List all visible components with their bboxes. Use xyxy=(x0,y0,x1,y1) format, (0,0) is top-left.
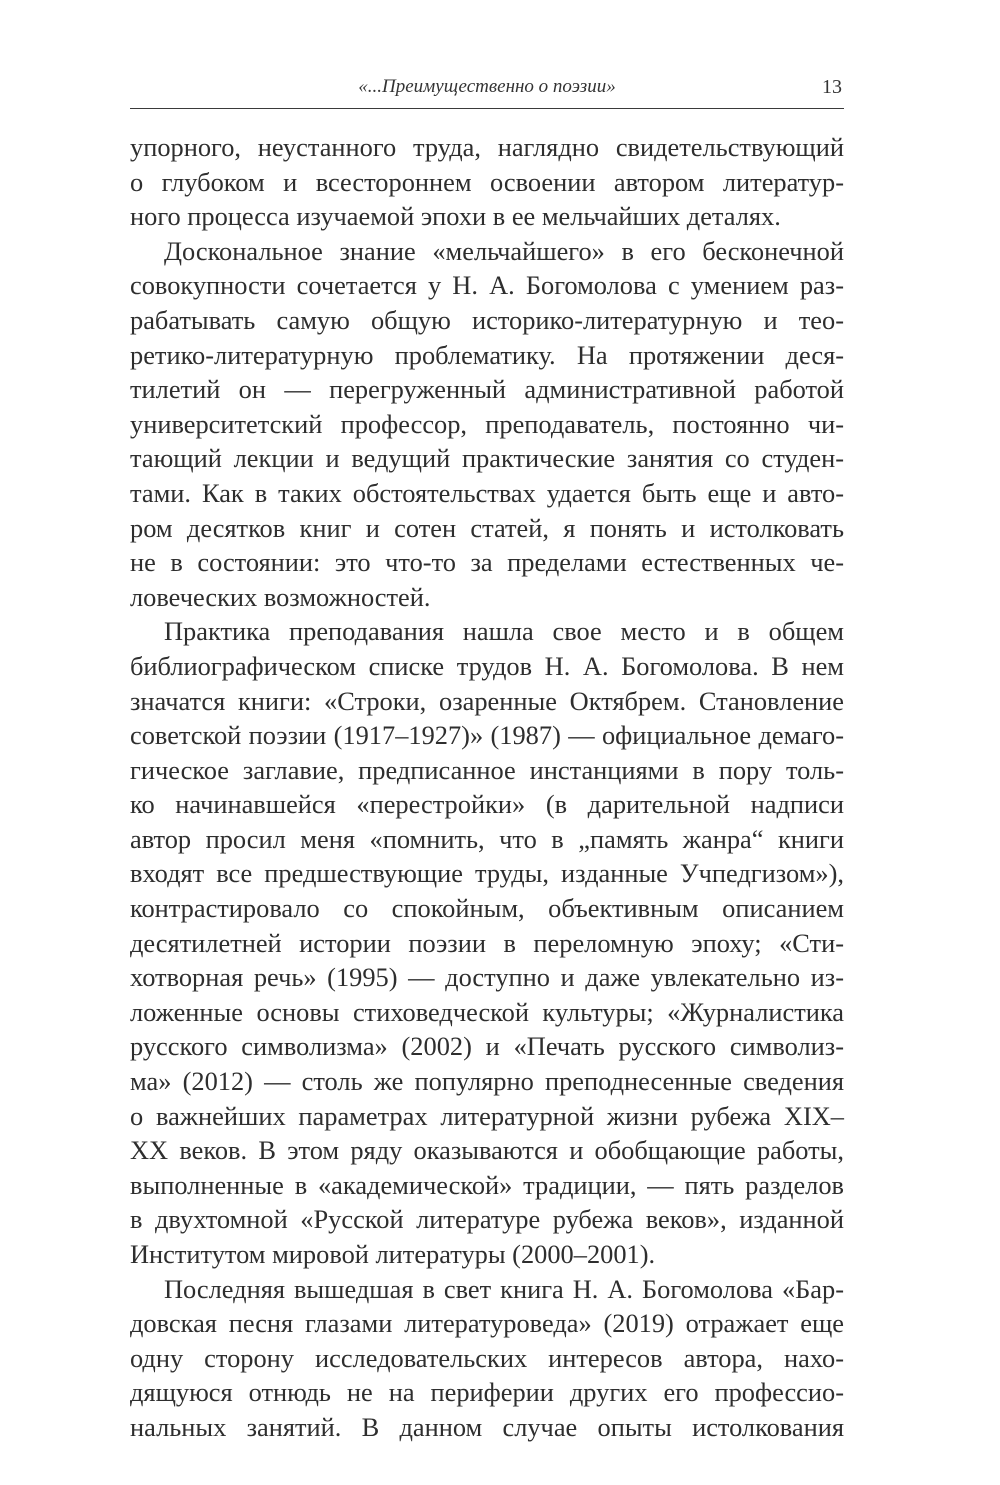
text-line: тилетий он — перегруженный административной работой xyxy=(130,374,844,405)
text-line: ретико-литературную проблематику. На протяжении деся- xyxy=(130,339,844,370)
text-line: хотворная речь» (1995) — доступно и даже увлекательно из- xyxy=(130,962,844,993)
text-line: дящуюся отнюдь не на периферии других его профессио- xyxy=(130,1377,844,1408)
paragraph-3 xyxy=(130,614,844,1271)
text-line: Институтом мировой литературы (2000–2001). xyxy=(130,1239,656,1269)
text-line: университетский профессор, преподаватель, постоянно чи- xyxy=(130,408,844,439)
text-line: о глубоком и всестороннем освоении автором литератур- xyxy=(130,166,844,197)
text-line: ложенные основы стиховедческой культуры; «Журналистика xyxy=(130,996,844,1027)
book-page xyxy=(130,0,844,1485)
paragraph-2 xyxy=(130,234,844,615)
text-line: одну сторону исследовательских интересов автора, нахо- xyxy=(130,1342,844,1373)
text-line: ко начинавшейся «перестройки» (в дарительной надписи xyxy=(130,789,844,820)
text-line: значатся книги: «Строки, озаренные Октябрем. Становление xyxy=(130,685,844,716)
text-line: упорного, неустанного труда, наглядно свидетельствующий xyxy=(130,132,844,162)
text-line: выполненные в «академической» традиции, — пять разделов xyxy=(130,1169,844,1200)
running-title: «...Преимущественно о поэзии» xyxy=(358,76,616,97)
text-line: десятилетней истории поэзии в переломную эпоху; «Сти- xyxy=(130,927,844,958)
text-line: довская песня глазами литературоведа» (2019) отражает еще xyxy=(130,1308,844,1339)
text-line: тающий лекции и ведущий практические занятия со студен- xyxy=(130,443,844,474)
text-line: в двухтомной «Русской литературе рубежа веков», изданной xyxy=(130,1204,844,1235)
text-line: ром десятков книг и сотен статей, я понять и истолковать xyxy=(130,512,844,543)
text-line: ма» (2012) — столь же популярно преподнесенные сведения xyxy=(130,1066,844,1097)
text-line: Последняя вышедшая в свет книга Н. А. Богомолова «Бар- xyxy=(164,1273,844,1304)
running-header xyxy=(130,72,844,109)
text-line: рабатывать самую общую историко-литературную и тео- xyxy=(130,304,844,335)
text-line: Доскональное знание «мельчайшего» в его бесконечной xyxy=(164,235,844,266)
text-line: ловеческих возможностей. xyxy=(130,581,431,612)
text-line: нальных занятий. В данном случае опыты истолкования xyxy=(130,1411,844,1442)
text-line: совокупности сочетается у Н. А. Богомолова с умением раз- xyxy=(130,270,844,301)
text-line: автор просил меня «помнить, что в „память жанра“ книги xyxy=(130,823,844,854)
text-line: контрастировало со спокойным, объективным описанием xyxy=(130,893,844,924)
paragraph-4 xyxy=(130,1272,844,1445)
text-line: русского символизма» (2002) и «Печать русского символиз- xyxy=(130,1031,844,1062)
text-line: библиографическом списке трудов Н. А. Богомолова. В нем xyxy=(130,650,844,681)
text-line: тами. Как в таких обстоятельствах удается быть еще и авто- xyxy=(130,477,844,508)
text-line: не в состоянии: это что-то за пределами естественных че- xyxy=(130,547,844,578)
page-number: 13 xyxy=(822,76,842,98)
text-line: гическое заглавие, предписанное инстанциями в пору толь- xyxy=(130,754,844,785)
body-text xyxy=(130,130,844,1445)
text-line: Практика преподавания нашла свое место и в общем xyxy=(164,616,844,647)
text-line: советской поэзии (1917–1927)» (1987) — официальное демаго- xyxy=(130,720,844,751)
text-line: входят все предшествующие труды, изданные Учпедгизом»), xyxy=(130,858,844,889)
text-line: ного процесса изучаемой эпохи в ее мельчайших деталях. xyxy=(130,201,781,232)
paragraph-1 xyxy=(130,130,844,234)
text-line: о важнейших параметрах литературной жизни рубежа XIX– xyxy=(130,1100,844,1131)
text-line: XX веков. В этом ряду оказываются и обобщающие работы, xyxy=(130,1135,844,1166)
